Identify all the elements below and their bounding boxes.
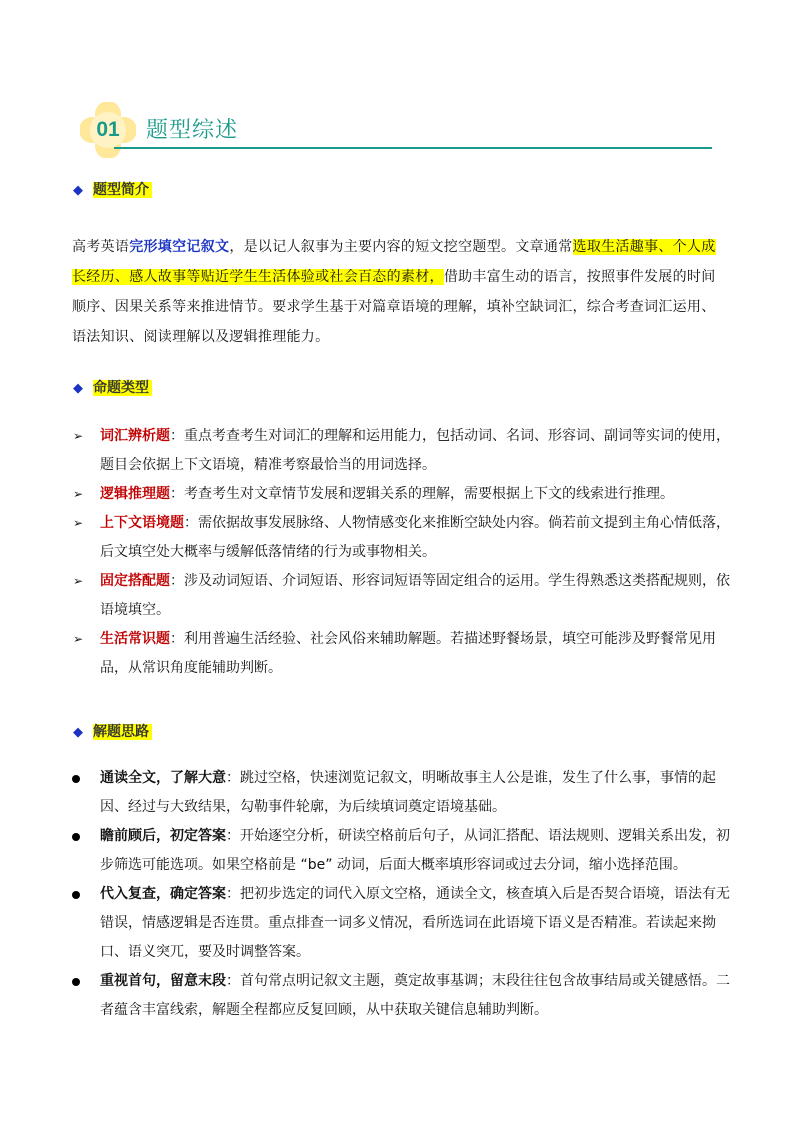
- bullet-dot-icon: [72, 833, 80, 841]
- list-item: 代入复查，确定答案：把初步选定的词代入原文空格，通读全文，核查填入后是否契合语境，语法有无错误，情感逻辑是否连贯。重点排查一词多义情况，看所选词在此语境下语义是否精准。若读起来拗口、语义突兀，要及时调整答案。: [72, 880, 732, 967]
- types-heading: ◆ 命题类型: [73, 378, 152, 398]
- intro-term: 完形填空记叙文: [129, 239, 230, 255]
- arrow-bullet-icon: ➢: [73, 487, 84, 501]
- bullet-dot-icon: [72, 891, 80, 899]
- list-item: 重视首句，留意末段：首句常点明记叙文主题，奠定故事基调；末段往往包含故事结局或关键感悟。二者蕴含丰富线索，解题全程都应反复回顾，从中获取关键信息辅助判断。: [72, 967, 732, 1025]
- list-item: ➢ 上下文语境题：需依据故事发展脉络、人物情感变化来推断空缺处内容。倘若前文提到主角心情低落，后文填空处大概率与缓解低落情绪的行为或事物相关。: [72, 509, 732, 567]
- approach-heading: ◆ 解题思路: [73, 722, 152, 742]
- types-list: [72, 422, 732, 683]
- approach-list: [72, 764, 732, 1025]
- bullet-dot-icon: [72, 978, 80, 986]
- list-item: ➢ 固定搭配题：涉及动词短语、介词短语、形容词短语等固定组合的运用。学生得熟悉这类搭配规则，依语境填空。: [72, 567, 732, 625]
- section-divider: [114, 147, 712, 149]
- flower-badge-icon: [80, 102, 136, 158]
- intro-paragraph: 高考英语完形填空记叙文，是以记人叙事为主要内容的短文挖空题型。文章通常选取生活趣事、个人成长经历、感人故事等贴近学生生活体验或社会百态的素材，借助丰富生动的语言，按照事件发展的时间顺序、因果关系等来推进情节。要求学生基于对篇章语境的理解，填补空缺词汇，综合考查词汇运用、语法知识、阅读理解以及逻辑推理能力。: [72, 239, 716, 345]
- arrow-bullet-icon: ➢: [73, 574, 84, 588]
- section-number: 01: [96, 118, 120, 141]
- list-item: 瞻前顾后，初定答案：开始逐空分析，研读空格前后句子，从词汇搭配、语法规则、逻辑关系出发，初步筛选可能选项。如果空格前是 “be” 动词，后面大概率填形容词或过去分词，缩小选择范围。: [72, 822, 732, 880]
- intro-heading: ◆ 题型简介: [73, 180, 152, 200]
- intro-highlight: 选取生活趣事、个人成长经历、感人故事等贴近学生生活体验或社会百态的素材，: [72, 239, 716, 285]
- list-item: ➢ 词汇辨析题：重点考查考生对词汇的理解和运用能力，包括动词、名词、形容词、副词等实词的使用，题目会依据上下文语境，精准考察最恰当的用词选择。: [72, 422, 732, 480]
- section-title: 题型综述: [146, 118, 239, 143]
- arrow-bullet-icon: ➢: [73, 632, 84, 646]
- list-item: 通读全文，了解大意：跳过空格，快速浏览记叙文，明晰故事主人公是谁，发生了什么事，事情的起因、经过与大致结果，勾勒事件轮廓，为后续填词奠定语境基础。: [72, 764, 732, 822]
- section-header: [80, 100, 720, 160]
- bullet-dot-icon: [72, 775, 80, 783]
- diamond-icon: ◆: [73, 183, 83, 198]
- list-item: ➢ 生活常识题：利用普遍生活经验、社会风俗来辅助解题。若描述野餐场景，填空可能涉及野餐常见用品，从常识角度能辅助判断。: [72, 625, 732, 683]
- arrow-bullet-icon: ➢: [73, 429, 84, 443]
- list-item: ➢ 逻辑推理题：考查考生对文章情节发展和逻辑关系的理解，需要根据上下文的线索进行推理。: [72, 480, 732, 509]
- diamond-icon: ◆: [73, 381, 83, 396]
- arrow-bullet-icon: ➢: [73, 516, 84, 530]
- diamond-icon: ◆: [73, 725, 83, 740]
